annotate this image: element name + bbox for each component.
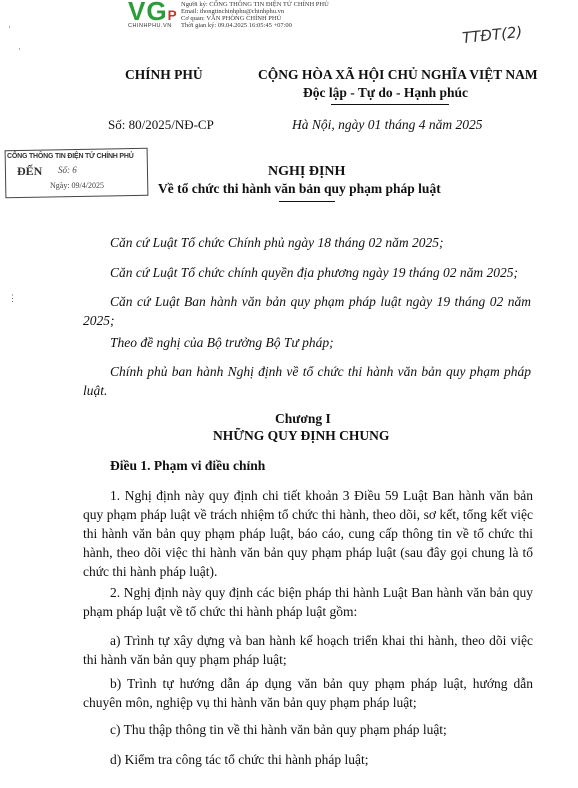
promulgation-clause: Chính phủ ban hành Nghị định về tổ chức thi hành văn bản quy phạm pháp luật. [83, 364, 531, 398]
place-and-date: Hà Nội, ngày 01 tháng 4 năm 2025 [292, 117, 483, 132]
national-motto: Độc lập - Tự do - Hạnh phúc [303, 85, 469, 100]
chapter-number: Chương I [275, 411, 331, 426]
article-1-clause-1: 1. Nghị định này quy định chi tiết khoản 3 Điều 59 Luật Ban hành văn bản quy phạm pháp luật về trách nhiệm tổ chức thi hành, theo dõi, sơ kết, tổng kết việc thi hành văn bản quy phạm pháp luật, báo cáo, cung cấp thông tin về tổ chức thi hành, theo dõi việc thi hành văn bản quy phạm pháp luật (sau đây gọi chung là tổ chức thi hành pháp luật). [83, 488, 533, 579]
signature-signer: Người ký: CỔNG THÔNG TIN ĐIỆN TỬ CHÍNH PHỦ [181, 1, 329, 8]
digital-signature-info [181, 1, 329, 29]
issuer-name: CHÍNH PHỦ [125, 67, 203, 82]
stamp-number: Số: 6 [58, 165, 77, 175]
signature-email: Email: thongtinchinhphu@chinhphu.vn [181, 8, 285, 15]
stamp-date: Ngày: 09/4/2025 [50, 181, 104, 190]
legal-basis-2: Căn cứ Luật Tổ chức chính quyền địa phương ngày 19 tháng 02 năm 2025; [110, 265, 519, 280]
scan-speck: ⋮ [8, 293, 17, 303]
article-1-point-b: b) Trình tự hướng dẫn áp dụng văn bản quy phạm pháp luật, hướng dẫn chuyên môn, nghiệp vụ thi hành văn bản quy phạm pháp luật; [83, 676, 533, 710]
article-1-point-d: d) Kiểm tra công tác tổ chức thi hành pháp luật; [110, 752, 369, 767]
decree-type: NGHỊ ĐỊNH [268, 164, 346, 179]
chapter-name: NHỮNG QUY ĐỊNH CHUNG [213, 428, 390, 443]
document-number: Số: 80/2025/NĐ-CP [108, 117, 214, 132]
nation-name: CỘNG HÒA XÃ HỘI CHỦ NGHĨA VIỆT NAM [258, 67, 538, 82]
subject-underline [279, 201, 335, 202]
stamp-title: CỔNG THÔNG TIN ĐIỆN TỬ CHÍNH PHỦ [7, 153, 134, 160]
article-1-point-c: c) Thu thập thông tin về thi hành văn bản quy phạm pháp luật; [110, 722, 447, 737]
legal-basis-1: Căn cứ Luật Tổ chức Chính phủ ngày 18 tháng 02 năm 2025; [110, 235, 444, 250]
handwritten-note: TTĐT(2) [461, 22, 524, 48]
scan-speck: · [18, 44, 21, 54]
signature-time: Thời gian ký: 09.04.2025 16:05:45 +07:00 [181, 22, 292, 29]
article-1-title: Điều 1. Phạm vi điều chỉnh [110, 458, 266, 473]
proposal-basis: Theo đề nghị của Bộ trưởng Bộ Tư pháp; [110, 335, 334, 350]
article-1-clause-2: 2. Nghị định này quy định các biện pháp thi hành Luật Ban hành văn bản quy phạm pháp luật về tổ chức thi hành pháp luật gồm: [83, 585, 533, 619]
legal-basis-3: Căn cứ Luật Ban hành văn bản quy phạm pháp luật ngày 19 tháng 02 năm 2025; [83, 294, 531, 328]
logo-letter-p: P [167, 8, 178, 23]
vgp-logo [128, 0, 178, 25]
stamp-den: ĐẾN [17, 164, 43, 178]
decree-subject: Về tổ chức thi hành văn bản quy phạm pháp luật [158, 181, 441, 196]
scan-speck: · [8, 22, 11, 32]
article-1-point-a: a) Trình tự xây dựng và ban hành kế hoạch triển khai thi hành, theo dõi việc thi hành văn bản quy phạm pháp luật; [83, 633, 533, 667]
logo-subtitle: CHINHPHU.VN [128, 23, 172, 29]
signature-agency: Cơ quan: VĂN PHÒNG CHÍNH PHỦ [181, 15, 282, 22]
motto-underline [331, 104, 449, 105]
logo-letter-g: G [146, 0, 168, 26]
logo-letter-v: V [128, 0, 147, 26]
